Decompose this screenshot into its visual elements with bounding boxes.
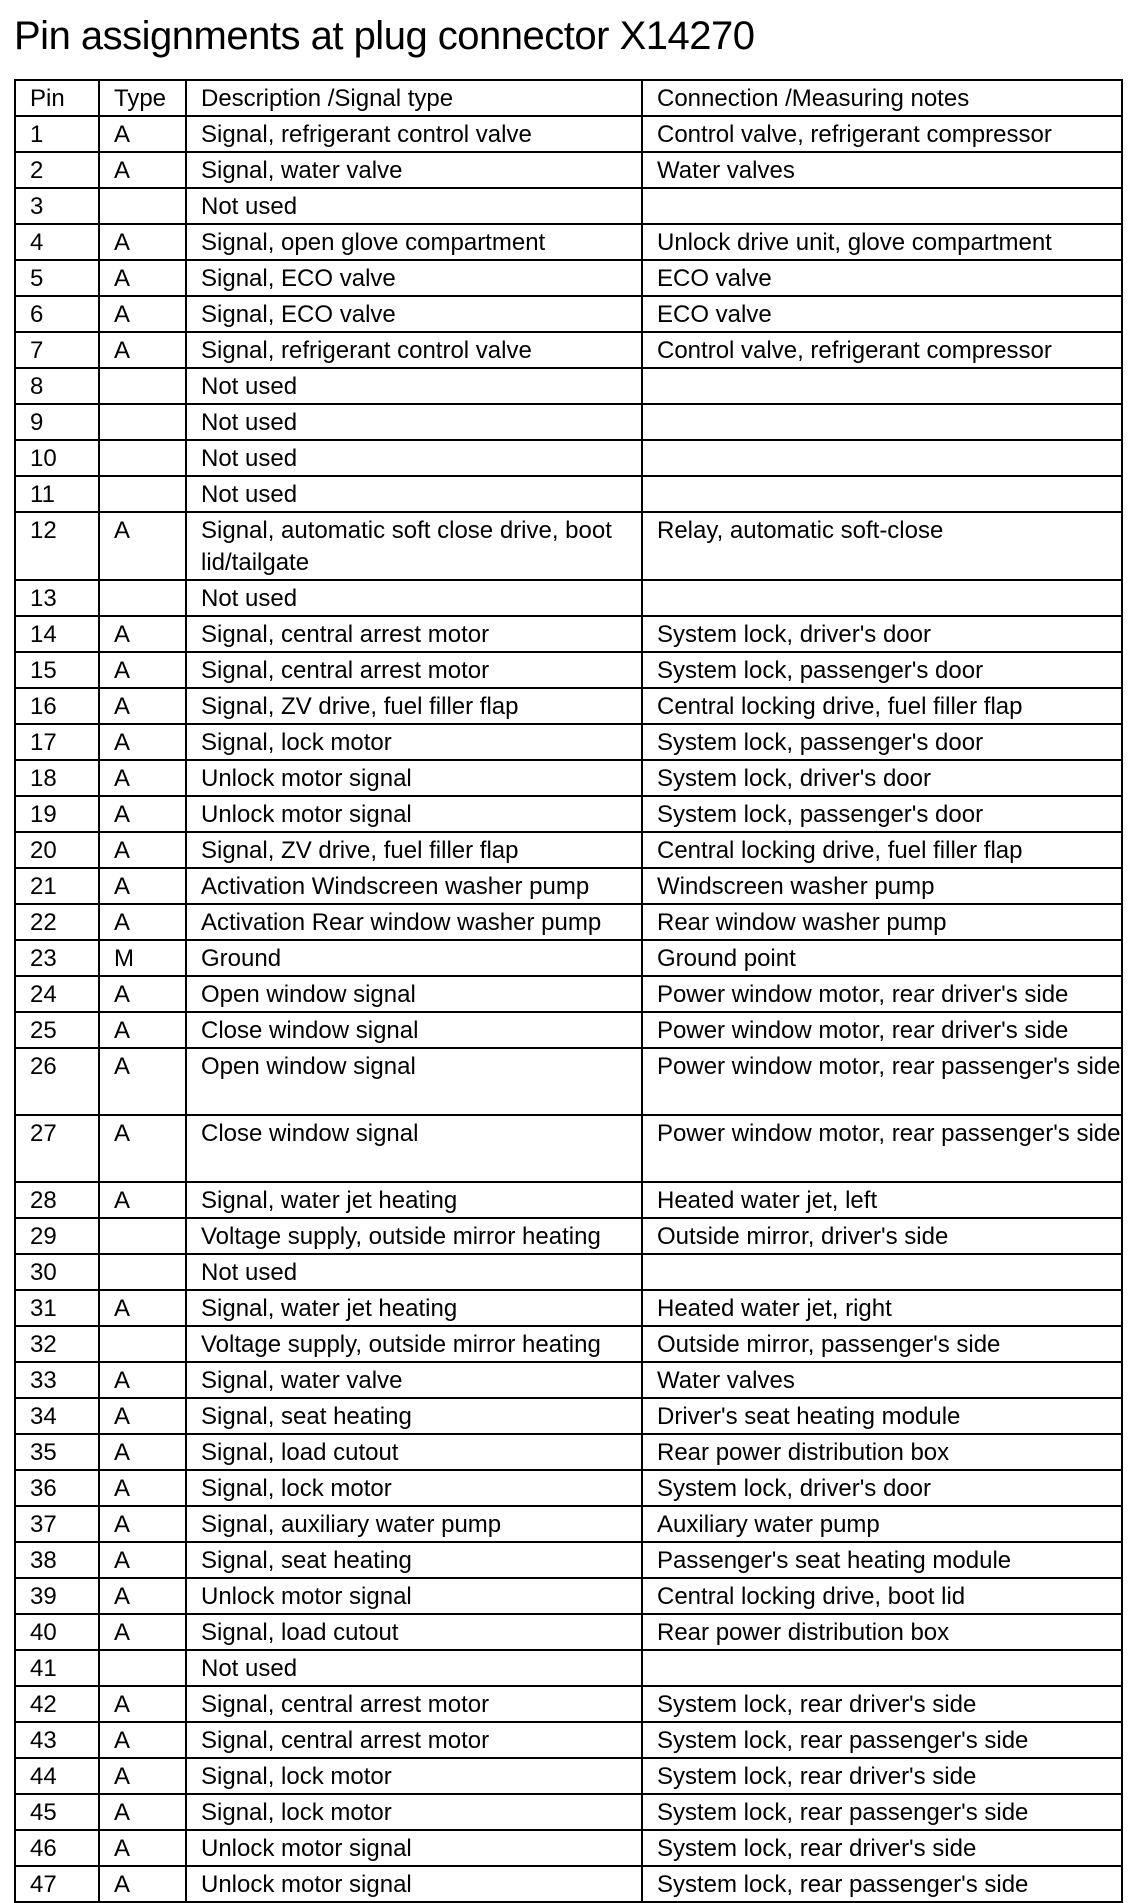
description-cell: Signal, seat heating <box>186 1398 642 1434</box>
description-cell: Signal, load cutout <box>186 1434 642 1470</box>
pin-cell: 22 <box>15 904 99 940</box>
pin-cell: 25 <box>15 1012 99 1048</box>
description-cell: Signal, ZV drive, fuel filler flap <box>186 832 642 868</box>
header-connection: Connection /Measuring notes <box>642 80 1122 116</box>
table-row <box>15 724 1122 760</box>
type-cell: A <box>99 652 186 688</box>
table-row <box>15 1398 1122 1434</box>
header-type: Type <box>99 80 186 116</box>
table-row <box>15 368 1122 404</box>
description-cell: Activation Rear window washer pump <box>186 904 642 940</box>
table-row <box>15 1542 1122 1578</box>
type-cell <box>99 1218 186 1254</box>
table-row <box>15 1470 1122 1506</box>
table-row <box>15 652 1122 688</box>
description-cell: Signal, central arrest motor <box>186 1722 642 1758</box>
type-cell: A <box>99 976 186 1012</box>
pin-cell: 23 <box>15 940 99 976</box>
pin-cell: 38 <box>15 1542 99 1578</box>
connection-cell: Ground point <box>642 940 1122 976</box>
description-cell: Signal, water valve <box>186 152 642 188</box>
table-row <box>15 1290 1122 1326</box>
description-cell: Unlock motor signal <box>186 1830 642 1866</box>
connection-cell: Water valves <box>642 1362 1122 1398</box>
table-row <box>15 512 1122 580</box>
description-cell: Signal, ZV drive, fuel filler flap <box>186 688 642 724</box>
type-cell: A <box>99 868 186 904</box>
type-cell: A <box>99 724 186 760</box>
pin-cell: 17 <box>15 724 99 760</box>
type-cell: A <box>99 796 186 832</box>
description-cell: Not used <box>186 188 642 224</box>
connection-cell: System lock, driver's door <box>642 1470 1122 1506</box>
type-cell: A <box>99 1012 186 1048</box>
type-cell <box>99 404 186 440</box>
description-cell: Signal, ECO valve <box>186 260 642 296</box>
connection-cell: System lock, driver's door <box>642 760 1122 796</box>
table-row <box>15 868 1122 904</box>
connection-cell: Rear power distribution box <box>642 1434 1122 1470</box>
description-cell: Open window signal <box>186 976 642 1012</box>
table-row <box>15 188 1122 224</box>
description-cell: Signal, central arrest motor <box>186 652 642 688</box>
type-cell: A <box>99 1434 186 1470</box>
connection-cell: Outside mirror, passenger's side <box>642 1326 1122 1362</box>
description-cell: Signal, ECO valve <box>186 296 642 332</box>
table-row <box>15 832 1122 868</box>
connection-cell: Passenger's seat heating module <box>642 1542 1122 1578</box>
header-row <box>15 80 1122 116</box>
type-cell: A <box>99 1048 186 1115</box>
type-cell: A <box>99 1398 186 1434</box>
table-row <box>15 1012 1122 1048</box>
description-cell: Signal, load cutout <box>186 1614 642 1650</box>
description-cell: Ground <box>186 940 642 976</box>
pin-cell: 39 <box>15 1578 99 1614</box>
connection-cell: Heated water jet, right <box>642 1290 1122 1326</box>
pin-cell: 31 <box>15 1290 99 1326</box>
pin-cell: 46 <box>15 1830 99 1866</box>
description-cell: Signal, lock motor <box>186 1794 642 1830</box>
pin-cell: 11 <box>15 476 99 512</box>
description-cell: Signal, water jet heating <box>186 1182 642 1218</box>
description-cell: Signal, water jet heating <box>186 1290 642 1326</box>
description-cell: Not used <box>186 404 642 440</box>
type-cell: A <box>99 152 186 188</box>
connection-cell: ECO valve <box>642 296 1122 332</box>
pin-cell: 9 <box>15 404 99 440</box>
pin-cell: 41 <box>15 1650 99 1686</box>
table-row <box>15 976 1122 1012</box>
table-row <box>15 1758 1122 1794</box>
description-cell: Activation Windscreen washer pump <box>186 868 642 904</box>
type-cell: A <box>99 116 186 152</box>
connection-cell: System lock, driver's door <box>642 616 1122 652</box>
table-row <box>15 224 1122 260</box>
description-cell: Signal, open glove compartment <box>186 224 642 260</box>
connection-cell: System lock, rear passenger's side <box>642 1866 1122 1902</box>
pin-cell: 4 <box>15 224 99 260</box>
table-row <box>15 1048 1122 1115</box>
connection-cell: Power window motor, rear driver's side <box>642 1012 1122 1048</box>
pin-cell: 29 <box>15 1218 99 1254</box>
header-description: Description /Signal type <box>186 80 642 116</box>
table-row <box>15 904 1122 940</box>
pin-cell: 10 <box>15 440 99 476</box>
table-row <box>15 332 1122 368</box>
connection-cell <box>642 368 1122 404</box>
connection-cell: System lock, rear driver's side <box>642 1686 1122 1722</box>
connection-cell: Water valves <box>642 152 1122 188</box>
pin-cell: 3 <box>15 188 99 224</box>
page-title: Pin assignments at plug connector X14270 <box>14 14 755 58</box>
connection-cell: System lock, passenger's door <box>642 796 1122 832</box>
type-cell <box>99 440 186 476</box>
description-cell: Signal, automatic soft close drive, boot lid/tailgate <box>186 512 642 580</box>
pin-cell: 19 <box>15 796 99 832</box>
type-cell <box>99 1650 186 1686</box>
type-cell: A <box>99 296 186 332</box>
connection-cell: System lock, rear driver's side <box>642 1758 1122 1794</box>
connection-cell: Windscreen washer pump <box>642 868 1122 904</box>
table-row <box>15 1578 1122 1614</box>
pin-cell: 28 <box>15 1182 99 1218</box>
pin-cell: 24 <box>15 976 99 1012</box>
type-cell: A <box>99 688 186 724</box>
table-row <box>15 440 1122 476</box>
pin-cell: 21 <box>15 868 99 904</box>
connection-cell <box>642 440 1122 476</box>
table-row <box>15 1218 1122 1254</box>
table-row <box>15 476 1122 512</box>
pin-assignment-table <box>14 79 1123 1903</box>
description-cell: Open window signal <box>186 1048 642 1115</box>
pin-cell: 40 <box>15 1614 99 1650</box>
type-cell: A <box>99 904 186 940</box>
connection-cell <box>642 188 1122 224</box>
pin-cell: 36 <box>15 1470 99 1506</box>
table-row <box>15 1794 1122 1830</box>
connection-cell: Rear window washer pump <box>642 904 1122 940</box>
type-cell: A <box>99 1115 186 1182</box>
type-cell: A <box>99 760 186 796</box>
pin-cell: 33 <box>15 1362 99 1398</box>
pin-cell: 34 <box>15 1398 99 1434</box>
type-cell: A <box>99 1830 186 1866</box>
connection-cell: Relay, automatic soft-close <box>642 512 1122 580</box>
table-row <box>15 1830 1122 1866</box>
description-cell: Not used <box>186 440 642 476</box>
connection-cell <box>642 476 1122 512</box>
description-cell: Signal, lock motor <box>186 1758 642 1794</box>
table-row <box>15 1326 1122 1362</box>
table-row <box>15 1506 1122 1542</box>
pin-cell: 26 <box>15 1048 99 1115</box>
pin-cell: 18 <box>15 760 99 796</box>
table-row <box>15 1182 1122 1218</box>
table-row <box>15 940 1122 976</box>
type-cell: A <box>99 1866 186 1902</box>
description-cell: Unlock motor signal <box>186 1866 642 1902</box>
pin-cell: 27 <box>15 1115 99 1182</box>
connection-cell: Power window motor, rear passenger's side <box>642 1115 1122 1182</box>
pin-cell: 44 <box>15 1758 99 1794</box>
connection-cell: Auxiliary water pump <box>642 1506 1122 1542</box>
connection-cell: Control valve, refrigerant compressor <box>642 116 1122 152</box>
description-cell: Signal, lock motor <box>186 1470 642 1506</box>
connection-cell: System lock, passenger's door <box>642 724 1122 760</box>
description-cell: Signal, auxiliary water pump <box>186 1506 642 1542</box>
description-cell: Signal, water valve <box>186 1362 642 1398</box>
connection-cell <box>642 580 1122 616</box>
connection-cell: Control valve, refrigerant compressor <box>642 332 1122 368</box>
connection-cell <box>642 1650 1122 1686</box>
description-cell: Signal, refrigerant control valve <box>186 332 642 368</box>
connection-cell: Rear power distribution box <box>642 1614 1122 1650</box>
connection-cell: Power window motor, rear passenger's side <box>642 1048 1122 1115</box>
type-cell: A <box>99 332 186 368</box>
header-pin: Pin <box>15 80 99 116</box>
table-header <box>15 80 1122 116</box>
description-cell: Close window signal <box>186 1115 642 1182</box>
description-cell: Voltage supply, outside mirror heating <box>186 1326 642 1362</box>
description-cell: Not used <box>186 1254 642 1290</box>
connection-cell <box>642 1254 1122 1290</box>
connection-cell: Central locking drive, boot lid <box>642 1578 1122 1614</box>
table-row <box>15 296 1122 332</box>
table-row <box>15 688 1122 724</box>
type-cell: A <box>99 1362 186 1398</box>
connection-cell: System lock, passenger's door <box>642 652 1122 688</box>
connection-cell: System lock, rear passenger's side <box>642 1722 1122 1758</box>
pin-cell: 12 <box>15 512 99 580</box>
type-cell: A <box>99 224 186 260</box>
pin-cell: 6 <box>15 296 99 332</box>
pin-cell: 45 <box>15 1794 99 1830</box>
connection-cell: Power window motor, rear driver's side <box>642 976 1122 1012</box>
pin-cell: 5 <box>15 260 99 296</box>
connection-cell: System lock, rear passenger's side <box>642 1794 1122 1830</box>
description-cell: Signal, seat heating <box>186 1542 642 1578</box>
pin-cell: 32 <box>15 1326 99 1362</box>
table-row <box>15 404 1122 440</box>
table-row <box>15 1722 1122 1758</box>
pin-cell: 15 <box>15 652 99 688</box>
pin-cell: 7 <box>15 332 99 368</box>
description-cell: Signal, central arrest motor <box>186 1686 642 1722</box>
pin-cell: 35 <box>15 1434 99 1470</box>
description-cell: Close window signal <box>186 1012 642 1048</box>
connection-cell <box>642 404 1122 440</box>
table-row <box>15 152 1122 188</box>
pin-cell: 37 <box>15 1506 99 1542</box>
type-cell <box>99 1254 186 1290</box>
pin-cell: 14 <box>15 616 99 652</box>
type-cell: A <box>99 1506 186 1542</box>
description-cell: Unlock motor signal <box>186 796 642 832</box>
connection-cell: System lock, rear driver's side <box>642 1830 1122 1866</box>
connection-cell: Driver's seat heating module <box>642 1398 1122 1434</box>
description-cell: Signal, refrigerant control valve <box>186 116 642 152</box>
table-row <box>15 1254 1122 1290</box>
type-cell: A <box>99 512 186 580</box>
description-cell: Signal, lock motor <box>186 724 642 760</box>
pin-cell: 30 <box>15 1254 99 1290</box>
description-cell: Not used <box>186 476 642 512</box>
pin-cell: 47 <box>15 1866 99 1902</box>
type-cell: A <box>99 1542 186 1578</box>
type-cell: A <box>99 1794 186 1830</box>
description-cell: Not used <box>186 1650 642 1686</box>
table-row <box>15 1434 1122 1470</box>
connection-cell: Heated water jet, left <box>642 1182 1122 1218</box>
type-cell: A <box>99 1470 186 1506</box>
pin-cell: 20 <box>15 832 99 868</box>
table-body <box>15 116 1122 1902</box>
type-cell <box>99 368 186 404</box>
connection-cell: Unlock drive unit, glove compartment <box>642 224 1122 260</box>
pin-cell: 2 <box>15 152 99 188</box>
pin-cell: 16 <box>15 688 99 724</box>
description-cell: Unlock motor signal <box>186 760 642 796</box>
table-row <box>15 580 1122 616</box>
table-row <box>15 616 1122 652</box>
table-row <box>15 116 1122 152</box>
table-row <box>15 1362 1122 1398</box>
type-cell: A <box>99 1614 186 1650</box>
type-cell <box>99 580 186 616</box>
connection-cell: ECO valve <box>642 260 1122 296</box>
table-row <box>15 1614 1122 1650</box>
type-cell: M <box>99 940 186 976</box>
type-cell <box>99 188 186 224</box>
type-cell: A <box>99 1182 186 1218</box>
type-cell: A <box>99 260 186 296</box>
pin-cell: 43 <box>15 1722 99 1758</box>
type-cell: A <box>99 1578 186 1614</box>
connection-cell: Outside mirror, driver's side <box>642 1218 1122 1254</box>
description-cell: Signal, central arrest motor <box>186 616 642 652</box>
type-cell <box>99 476 186 512</box>
type-cell: A <box>99 1722 186 1758</box>
type-cell: A <box>99 1686 186 1722</box>
table-row <box>15 260 1122 296</box>
pin-cell: 13 <box>15 580 99 616</box>
table-row <box>15 1866 1122 1902</box>
pin-cell: 1 <box>15 116 99 152</box>
description-cell: Not used <box>186 580 642 616</box>
pin-cell: 8 <box>15 368 99 404</box>
table-row <box>15 796 1122 832</box>
description-cell: Unlock motor signal <box>186 1578 642 1614</box>
table-row <box>15 760 1122 796</box>
type-cell: A <box>99 832 186 868</box>
table-row <box>15 1650 1122 1686</box>
connection-cell: Central locking drive, fuel filler flap <box>642 832 1122 868</box>
table-row <box>15 1115 1122 1182</box>
pin-cell: 42 <box>15 1686 99 1722</box>
description-cell: Not used <box>186 368 642 404</box>
type-cell <box>99 1326 186 1362</box>
table-row <box>15 1686 1122 1722</box>
description-cell: Voltage supply, outside mirror heating <box>186 1218 642 1254</box>
connection-cell: Central locking drive, fuel filler flap <box>642 688 1122 724</box>
type-cell: A <box>99 1758 186 1794</box>
type-cell: A <box>99 616 186 652</box>
type-cell: A <box>99 1290 186 1326</box>
